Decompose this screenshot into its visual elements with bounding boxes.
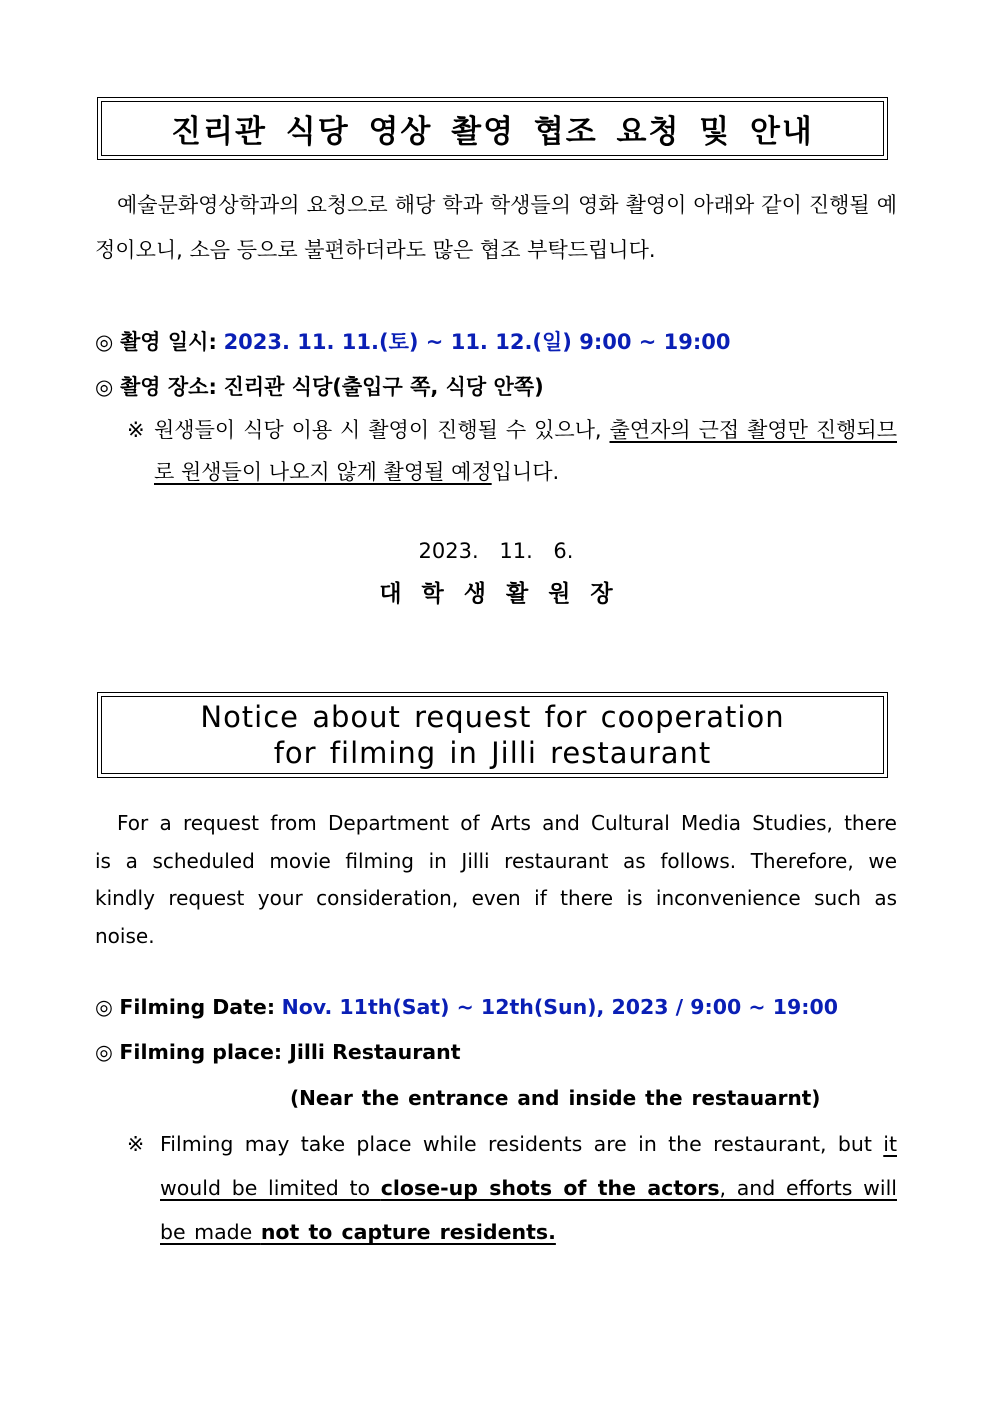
english-place-detail: (Near the entrance and inside the restauarnt) (290, 1086, 821, 1110)
english-title-line2: for filming in Jilli restaurant (273, 736, 712, 770)
english-note-underlined-1: it would be limited to (160, 1132, 897, 1200)
signer: 대학생활원장 (379, 581, 633, 607)
reference-mark-icon: ※ (127, 418, 145, 442)
english-intro: For a request from Department of Arts and Cultural Media Studies, there is a scheduled movie filming in Jilli restaurant as follows. Therefore, we kindly request your consideration, even if there is inconvenience such as noise. (95, 811, 897, 948)
korean-note-plain: 원생들이 식당 이용 시 촬영이 진행될 수 있으나, (154, 418, 610, 442)
korean-title-box (97, 97, 888, 160)
reference-mark-icon: ※ (127, 1132, 145, 1156)
korean-note-underlined: 출연자의 근접 촬영만 진행되므로 원생들이 나오지 않게 촬영될 예정 (154, 418, 897, 484)
korean-date-line (95, 326, 731, 356)
korean-date-label: 촬영 일시: (120, 330, 217, 354)
korean-place-label: 촬영 장소: (120, 375, 217, 399)
english-date-value: Nov. 11th(Sat) ~ 12th(Sun), 2023 / 9:00 ~ 19:00 (281, 995, 838, 1019)
english-note-plain: Filming may take place while residents are in the restaurant, but (160, 1132, 884, 1156)
english-title-line1: Notice about request for cooperation (200, 700, 785, 734)
korean-place-value: 진리관 식당(출입구 쪽, 식당 안쪽) (223, 375, 544, 399)
bullet-icon: ◎ (95, 375, 114, 399)
issue-date: 2023. 11. 6. (418, 539, 574, 563)
korean-place-line (95, 371, 544, 401)
english-title (101, 696, 884, 774)
english-date-label: Filming Date: (119, 995, 276, 1019)
korean-intro: 예술문화영상학과의 요청으로 해당 학과 학생들의 영화 촬영이 아래와 같이 진행될 예정이오니, 소음 등으로 불편하더라도 많은 협조 부탁드립니다. (95, 193, 897, 262)
english-date-line (95, 995, 838, 1019)
bullet-icon: ◎ (95, 330, 114, 354)
korean-note (127, 409, 897, 493)
english-place-label: Filming place: Jilli Restaurant (119, 1040, 461, 1064)
english-note-bold-1: close-up shots of the actors (380, 1176, 720, 1200)
english-title-box (97, 692, 888, 778)
bullet-icon: ◎ (95, 1040, 113, 1064)
english-place-line (95, 1040, 461, 1064)
english-note (127, 1122, 897, 1254)
korean-note-end: 입니다. (491, 460, 560, 484)
korean-title: 진리관 식당 영상 촬영 협조 요청 및 안내 (101, 101, 884, 156)
bullet-icon: ◎ (95, 995, 113, 1019)
english-note-bold-2: not to capture residents. (260, 1220, 556, 1244)
korean-date-value: 2023. 11. 11.(토) ~ 11. 12.(일) 9:00 ~ 19:00 (223, 330, 731, 354)
english-note-underlined-2: , and efforts will be made (160, 1176, 897, 1244)
